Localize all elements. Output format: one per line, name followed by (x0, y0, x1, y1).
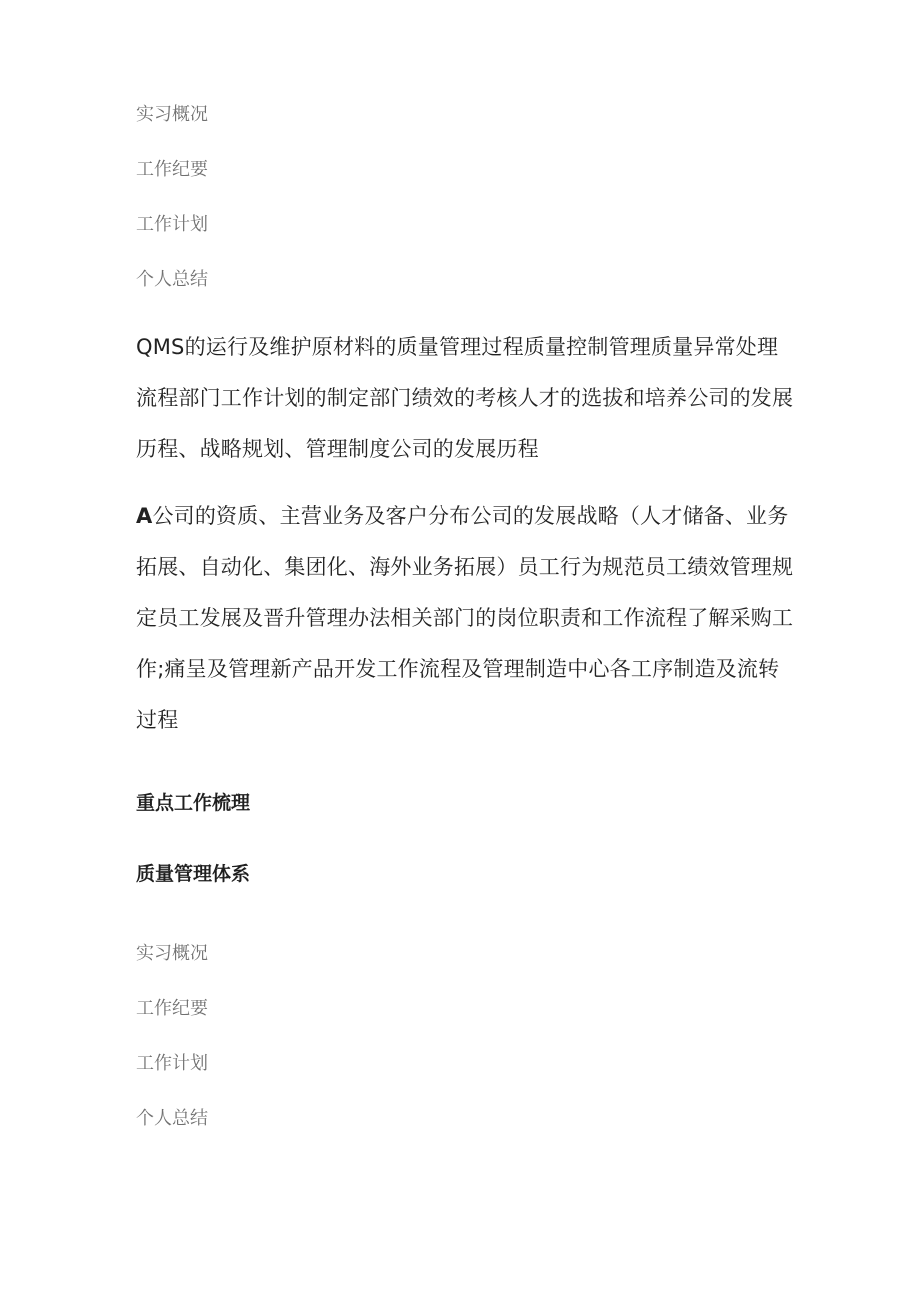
toc-item-internship-overview-2: 实习概况 (136, 943, 208, 964)
paragraph-company (136, 491, 796, 746)
paragraph-qms: QMS的运行及维护原材料的质量管理过程质量控制管理质量异常处理流程部门工作计划的制定部门绩效的考核人才的选拔和培养公司的发展历程、战略规划、管理制度公司的发展历程 (136, 335, 794, 461)
paragraph-lead-letter: A (136, 504, 153, 528)
toc-item-personal-summary: 个人总结 (136, 269, 208, 290)
toc-item-work-summary-2: 工作纪要 (136, 998, 208, 1019)
toc-item-work-summary: 工作纪要 (136, 159, 208, 180)
toc-item-internship-overview: 实习概况 (136, 104, 208, 125)
heading-key-work-review: 重点工作梳理 (136, 792, 251, 814)
toc-item-personal-summary-2: 个人总结 (136, 1108, 208, 1129)
toc-item-work-plan-2: 工作计划 (136, 1053, 208, 1074)
paragraph-company-text: 公司的资质、主营业务及客户分布公司的发展战略（人才储备、业务拓展、自动化、集团化、海外业务拓展）员工行为规范员工绩效管理规定员工发展及晋升管理办法相关部门的岗位职责和工作流程了解采购工作;痛呈及管理新产品开发工作流程及管理制造中心各工序制造及流转过程 (136, 504, 794, 732)
heading-quality-management-system: 质量管理体系 (136, 863, 251, 885)
toc-item-work-plan: 工作计划 (136, 214, 208, 235)
